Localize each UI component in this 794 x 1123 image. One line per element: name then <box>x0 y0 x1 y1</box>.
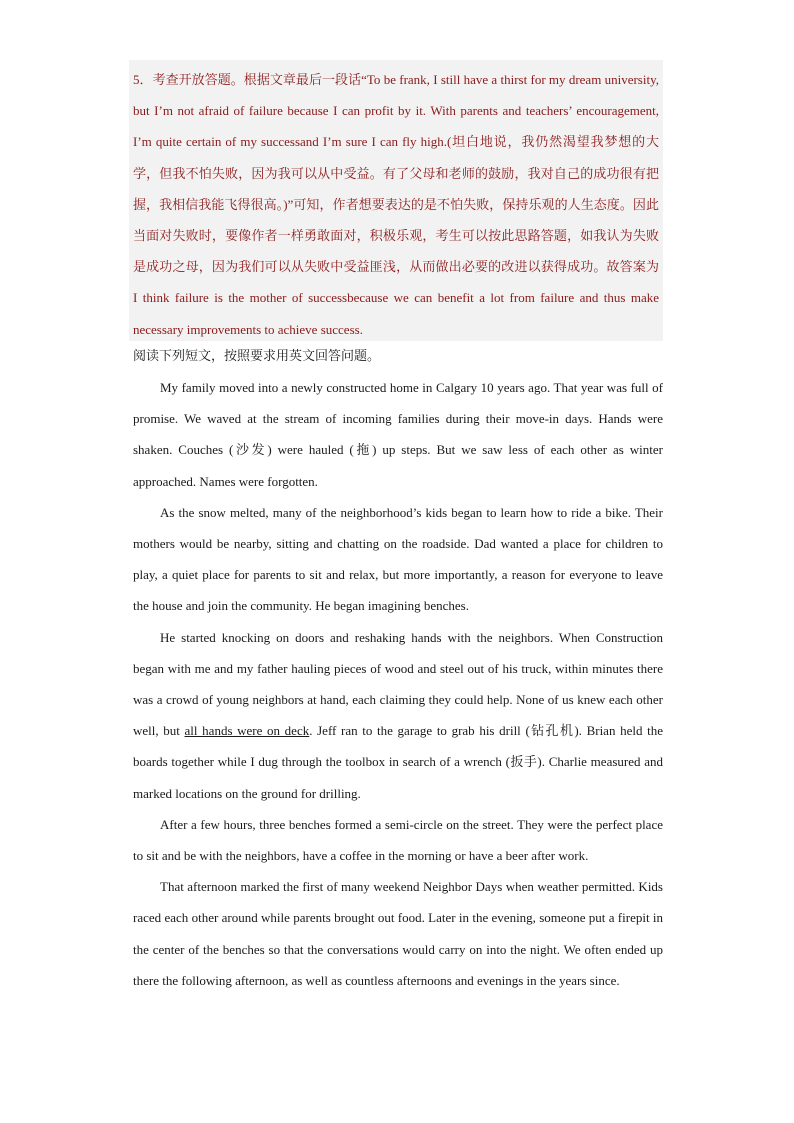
passage-paragraph-3 <box>133 622 663 809</box>
answer-explanation-box <box>129 60 663 341</box>
answer-explanation-text: 5．考查开放答题。根据文章最后一段话“To be frank, I still have a thirst for my dream university, but I’m not afraid of failure because I can profit by it. With parents and teachers’ encouragement, I’m quite certain of my successand I’m sure I can fly high.(坦白地说，我仍然渴望我梦想的大学，但我不怕失败，因为我可以从中受益。有了父母和老师的鼓励，我对自己的成功很有把握，我相信我能飞得很高。)”可知，作者想要表达的是不怕失败，保持乐观的人生态度。因此当面对失败时，要像作者一样勇敢面对，积极乐观，考生可以按此思路答题，如我认为失败是成功之母，因为我们可以从失败中受益匪浅，从而做出必要的改进以获得成功。故答案为 I think failure is the mother of successbecause we can benefit a lot from failure and thus make necessary improvements to achieve success. <box>133 72 659 337</box>
underlined-phrase: all hands were on deck <box>184 723 310 739</box>
reading-passage <box>133 372 663 996</box>
passage-paragraph-1: My family moved into a newly constructed home in Calgary 10 years ago. That year was full of promise. We waved at the stream of incoming families during their move-in days. Hands were shaken. Couches (沙发) were hauled (拖) up steps. But we saw less of each other as winter approached. Names were forgotten. <box>133 380 663 489</box>
passage-paragraph-3-part-2: . Jeff ran to the garage to grab his drill (钻孔机). Brian held the boards together while I dug through the toolbox in search of a wrench (扳手). Charlie measured and marked locations on the ground for drilling. <box>133 723 663 801</box>
passage-paragraph-3-part-1: He started knocking on doors and reshaking hands with the neighbors. When Construction began with me and my father hauling pieces of wood and steel out of his truck, within minutes there was a crowd of young neighbors at hand, each claiming they could help. None of us knew each other well, but <box>133 629 663 739</box>
passage-paragraph-4: After a few hours, three benches formed a semi-circle on the street. They were the perfect place to sit and be with the neighbors, have a coffee in the morning or have a beer after work. <box>133 816 663 864</box>
passage-paragraph-5: That afternoon marked the first of many weekend Neighbor Days when weather permitted. Kids raced each other around while parents brought out food. Later in the evening, someone put a firepit in the center of the benches so that the conversations would carry on into the night. We often ended up there the following afternoon, as well as countless afternoons and evenings in the years since. <box>133 879 663 988</box>
passage-paragraph-2: As the snow melted, many of the neighborhood’s kids began to learn how to ride a bike. Their mothers would be nearby, sitting and chatting on the roadside. Dad wanted a place for children to play, a quiet place for parents to sit and relax, but more importantly, a reason for everyone to leave the house and join the community. He began imagining benches. <box>133 504 663 614</box>
reading-instruction: 阅读下列短文，按照要求用英文回答问题。 <box>133 348 381 363</box>
